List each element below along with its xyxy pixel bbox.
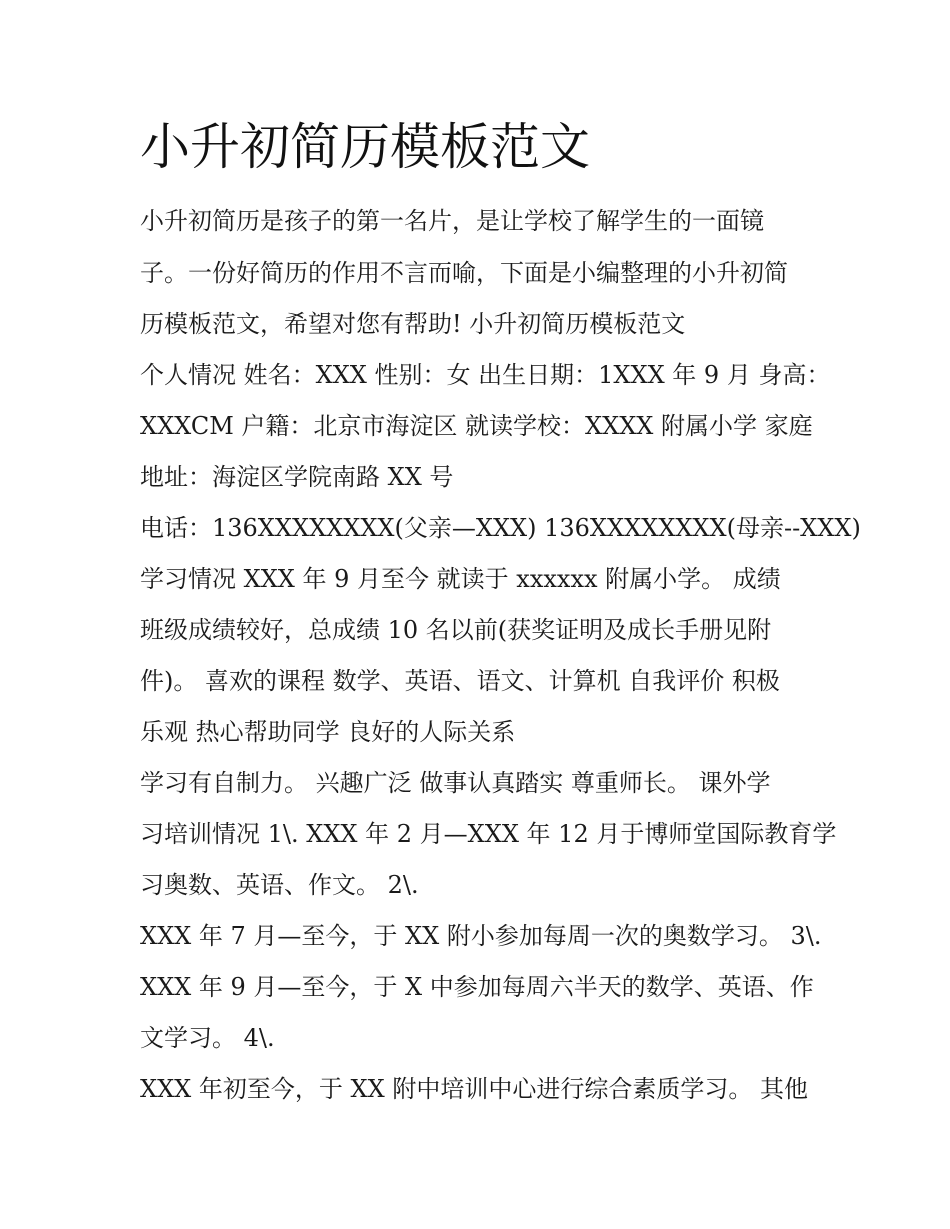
body-line-7: 电话：136XXXXXXXX(父亲—XXX) 136XXXXXXXX(母亲--XXX) [140, 514, 861, 542]
body-line-13: 习培训情况 1\. XXX 年 2 月—XXX 年 12 月于博师堂国际教育学 [140, 820, 837, 848]
body-line-12: 学习有自制力。 兴趣广泛 做事认真踏实 尊重师长。 课外学 [140, 769, 771, 797]
body-line-5: XXXCM 户籍：北京市海淀区 就读学校：XXXX 附属小学 家庭 [140, 412, 813, 440]
body-line-15: XXX 年 7 月—至今，于 XX 附小参加每周一次的奥数学习。 3\. [140, 922, 822, 950]
body-line-9: 班级成绩较好，总成绩 10 名以前(获奖证明及成长手册见附 [140, 616, 772, 644]
body-line-3: 历模板范文，希望对您有帮助! 小升初简历模板范文 [140, 310, 686, 338]
body-line-4: 个人情况 姓名：XXX 性别：女 出生日期：1XXX 年 9 月 身高： [140, 361, 831, 389]
body-line-16: XXX 年 9 月—至今，于 X 中参加每周六半天的数学、英语、作 [140, 973, 814, 1001]
body-line-17: 文学习。 4\. [140, 1024, 275, 1052]
body-line-14: 习奥数、英语、作文。 2\. [140, 871, 419, 899]
body-line-11: 乐观 热心帮助同学 良好的人际关系 [140, 718, 516, 746]
body-line-18: XXX 年初至今，于 XX 附中培训中心进行综合素质学习。 其他 [140, 1075, 808, 1103]
body-line-1: 小升初简历是孩子的第一名片，是让学校了解学生的一面镜 [140, 207, 764, 235]
body-line-10: 件)。 喜欢的课程 数学、英语、语文、计算机 自我评价 积极 [140, 667, 780, 695]
body-line-2: 子。一份好简历的作用不言而喻，下面是小编整理的小升初简 [140, 259, 788, 287]
body-line-6: 地址：海淀区学院南路 XX 号 [140, 463, 454, 491]
page-title: 小升初简历模板范文 [140, 118, 590, 176]
body-line-8: 学习情况 XXX 年 9 月至今 就读于 xxxxxx 附属小学。 成绩 [140, 565, 781, 593]
